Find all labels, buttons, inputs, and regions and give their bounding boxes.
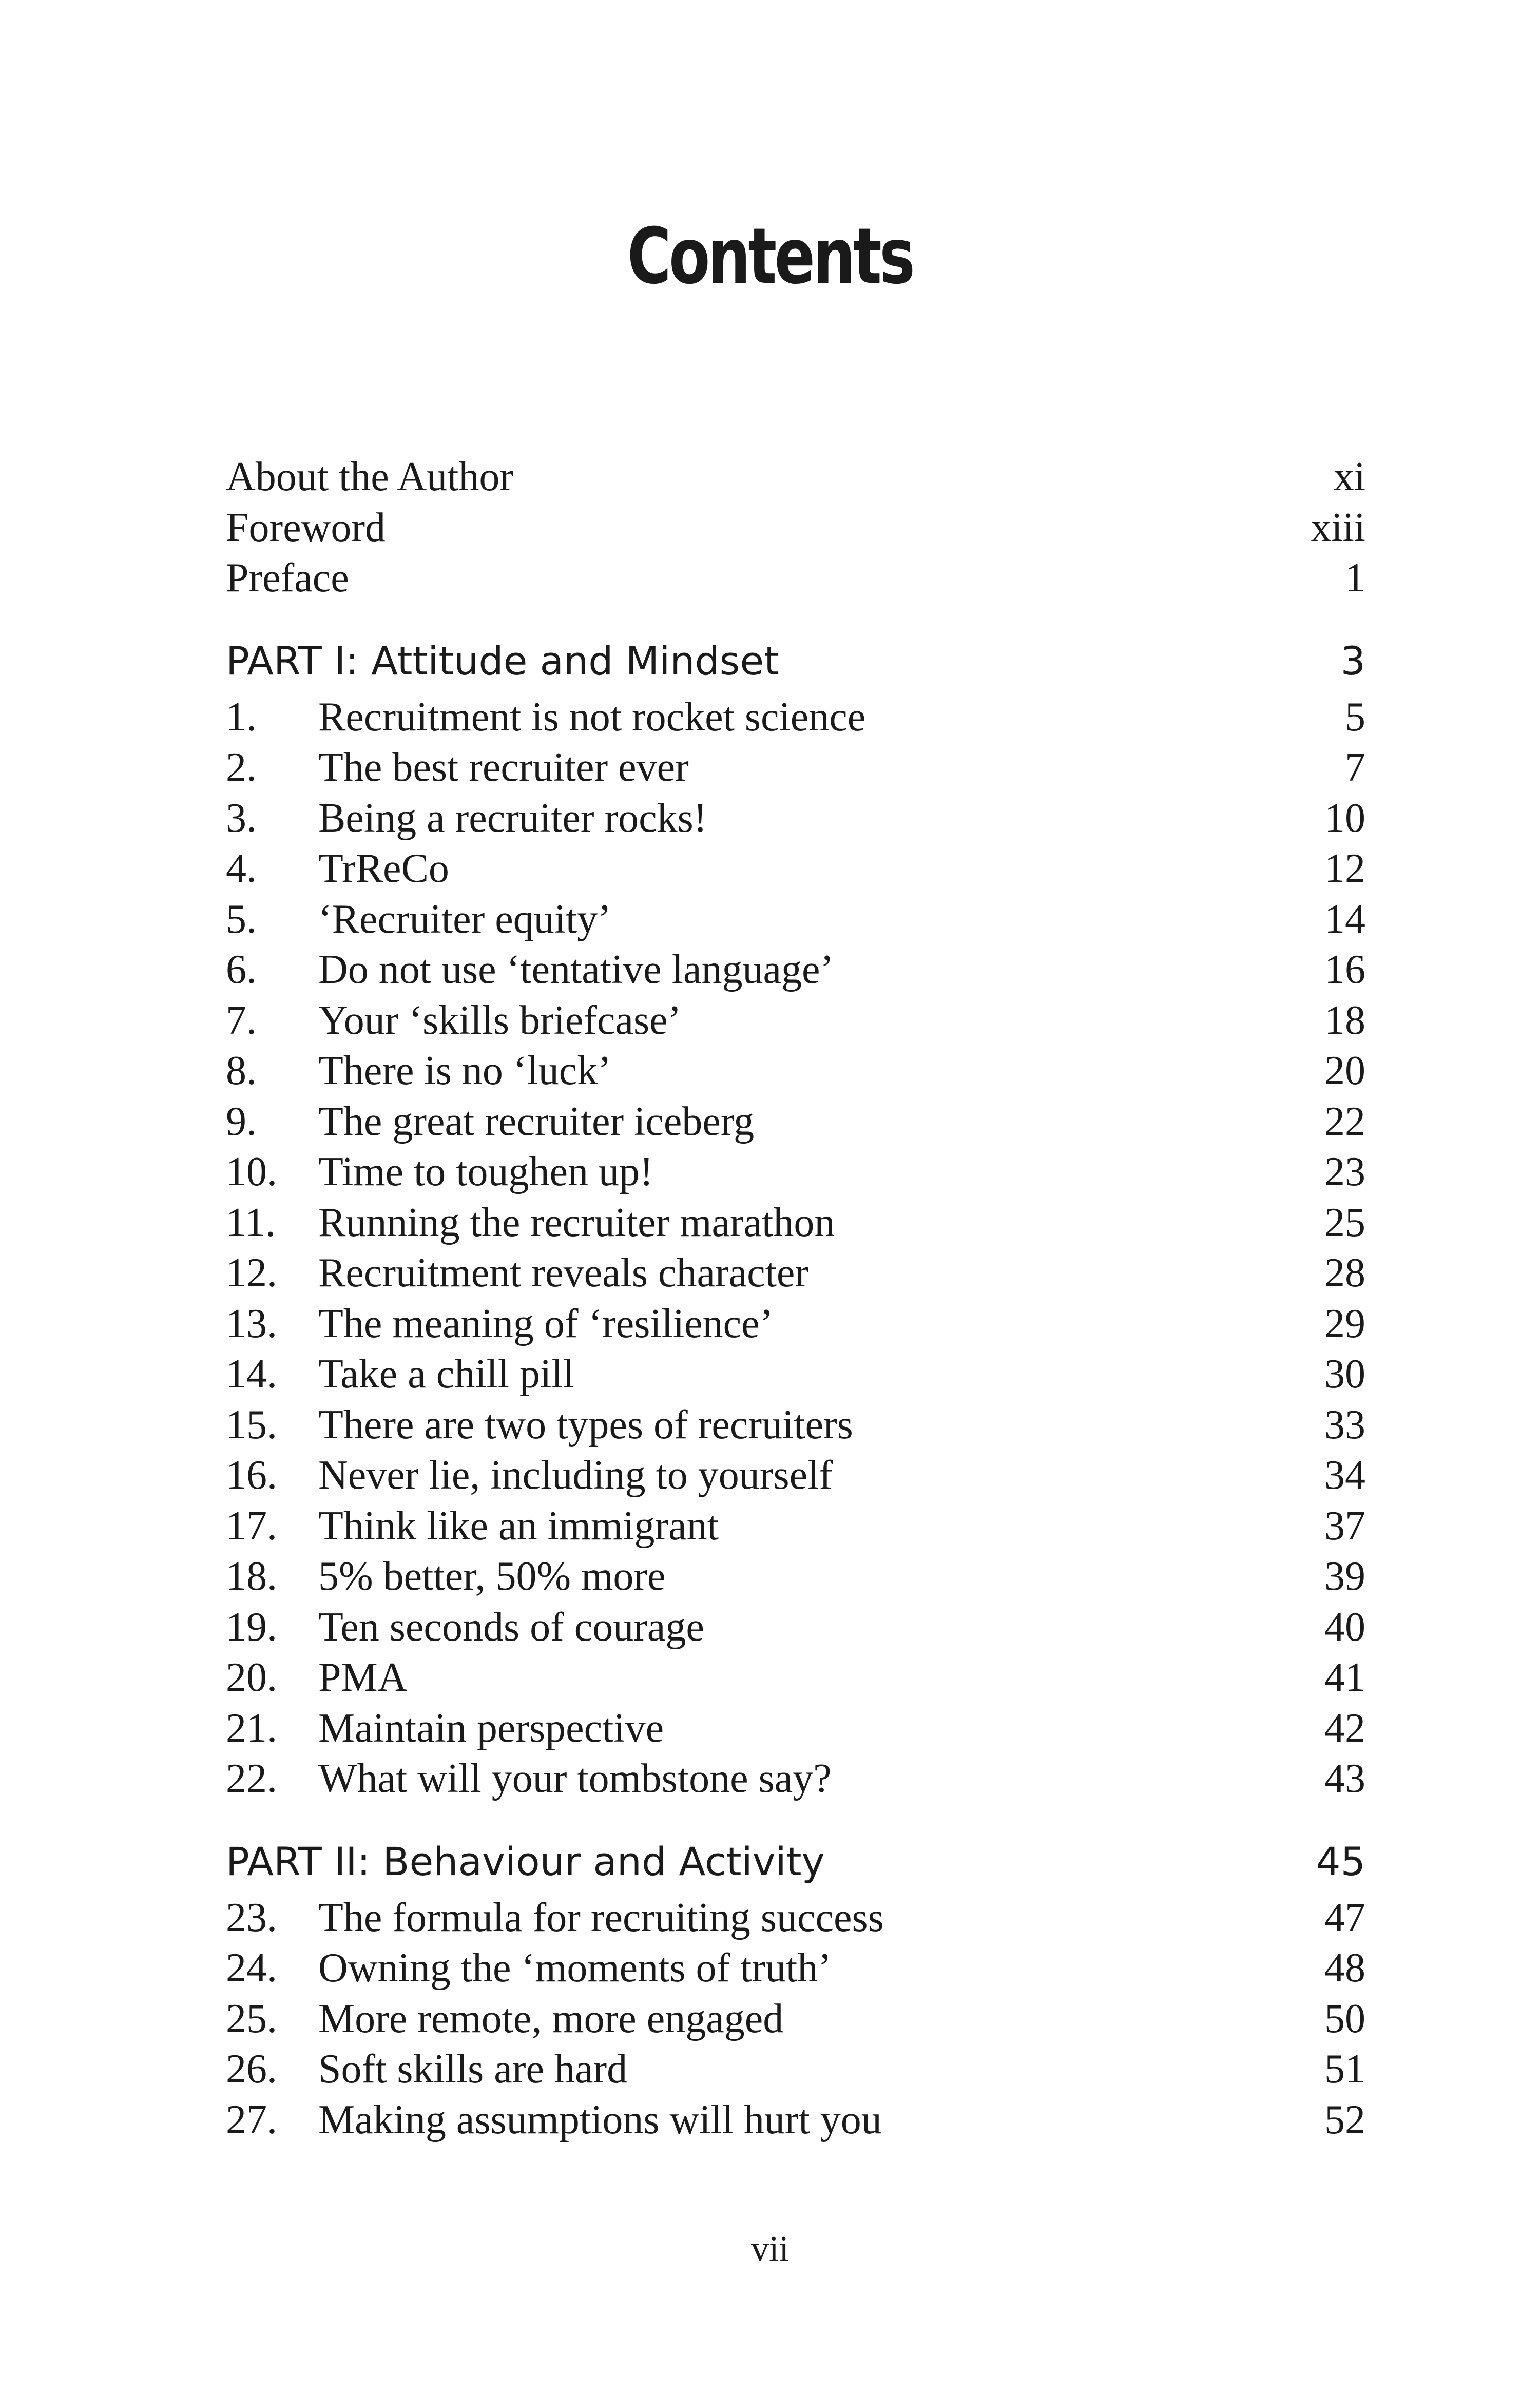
part-title: PART II: Behaviour and Activity xyxy=(226,1838,825,1884)
chapter-page-number: 28 xyxy=(1324,1250,1365,1296)
chapter-page-number: 50 xyxy=(1324,1996,1365,2041)
entry-page-number: xi xyxy=(1333,454,1365,499)
entry-page-number: xiii xyxy=(1311,505,1365,550)
chapter-number: 11. xyxy=(226,1200,276,1245)
chapter-title: Do not use ‘tentative language’ xyxy=(318,947,834,992)
chapter-page-number: 14 xyxy=(1324,896,1365,942)
entry-title: Foreword xyxy=(226,505,386,550)
chapter-number: 5. xyxy=(226,896,257,942)
toc-entry-chapter xyxy=(226,1753,1365,1804)
toc-entry-chapter xyxy=(226,1198,1365,1248)
chapter-title: The great recruiter iceberg xyxy=(318,1098,755,1144)
chapter-page-number: 5 xyxy=(1345,694,1365,740)
chapter-number: 22. xyxy=(226,1756,277,1801)
chapter-page-number: 25 xyxy=(1324,1200,1365,1245)
chapter-page-number: 48 xyxy=(1324,1945,1365,1991)
chapter-title: Being a recruiter rocks! xyxy=(318,795,707,841)
chapter-number: 15. xyxy=(226,1402,277,1448)
toc-entry-chapter xyxy=(226,1994,1365,2044)
chapter-number: 18. xyxy=(226,1554,277,1599)
chapter-page-number: 34 xyxy=(1324,1453,1365,1498)
toc-entry-chapter xyxy=(226,1703,1365,1754)
chapter-number: 26. xyxy=(226,2047,277,2092)
entry-title: Preface xyxy=(226,555,349,601)
entry-title: About the Author xyxy=(226,454,513,499)
chapter-title: The best recruiter ever xyxy=(318,745,689,790)
chapter-page-number: 51 xyxy=(1324,2047,1365,2092)
chapter-title: Ten seconds of courage xyxy=(318,1604,704,1650)
chapter-title: PMA xyxy=(318,1655,408,1700)
chapter-number: 19. xyxy=(226,1604,277,1650)
chapter-page-number: 22 xyxy=(1324,1098,1365,1144)
chapter-title: The meaning of ‘resilience’ xyxy=(318,1301,774,1346)
chapter-page-number: 42 xyxy=(1324,1705,1365,1751)
chapter-page-number: 20 xyxy=(1324,1048,1365,1093)
toc-entry-chapter xyxy=(226,1248,1365,1299)
chapter-number: 24. xyxy=(226,1945,277,1991)
chapter-number: 25. xyxy=(226,1996,277,2041)
page-title: Contents xyxy=(627,212,913,301)
table-of-contents xyxy=(226,452,1365,2145)
toc-entry-chapter xyxy=(226,1046,1365,1096)
toc-entry-front-matter xyxy=(226,503,1365,553)
toc-entry-chapter xyxy=(226,1096,1365,1147)
entry-page-number: 1 xyxy=(1345,555,1365,601)
chapter-number: 16. xyxy=(226,1453,277,1498)
toc-entry-chapter xyxy=(226,742,1365,793)
toc-entry-chapter xyxy=(226,944,1365,995)
chapter-page-number: 47 xyxy=(1324,1895,1365,1940)
chapter-title: TrReCo xyxy=(318,846,449,891)
toc-entry-chapter xyxy=(226,1551,1365,1602)
chapter-title: Owning the ‘moments of truth’ xyxy=(318,1945,832,1991)
chapter-number: 2. xyxy=(226,745,257,790)
chapter-title: Never lie, including to yourself xyxy=(318,1453,833,1498)
chapter-title: Soft skills are hard xyxy=(318,2047,628,2092)
toc-entry-front-matter xyxy=(226,452,1365,503)
chapter-title: The formula for recruiting success xyxy=(318,1895,884,1940)
chapter-title: More remote, more engaged xyxy=(318,1996,784,2041)
chapter-page-number: 43 xyxy=(1324,1756,1365,1801)
chapter-number: 17. xyxy=(226,1503,277,1549)
chapter-page-number: 18 xyxy=(1324,997,1365,1043)
parts-list xyxy=(226,630,1365,2146)
chapter-title: Making assumptions will hurt you xyxy=(318,2097,882,2143)
toc-entry-chapter xyxy=(226,1501,1365,1552)
chapter-title: What will your tombstone say? xyxy=(318,1756,832,1801)
toc-entry-chapter xyxy=(226,2044,1365,2095)
chapter-title: Recruitment is not rocket science xyxy=(318,694,866,740)
chapter-page-number: 40 xyxy=(1324,1604,1365,1650)
chapter-number: 23. xyxy=(226,1895,277,1940)
toc-entry-chapter xyxy=(226,1299,1365,1349)
chapter-page-number: 37 xyxy=(1324,1503,1365,1549)
chapter-number: 8. xyxy=(226,1048,257,1093)
chapter-title: ‘Recruiter equity’ xyxy=(318,896,611,942)
toc-entry-chapter xyxy=(226,843,1365,894)
chapter-page-number: 52 xyxy=(1324,2097,1365,2143)
chapter-title: Think like an immigrant xyxy=(318,1503,719,1549)
chapter-page-number: 16 xyxy=(1324,947,1365,992)
chapter-title: Maintain perspective xyxy=(318,1705,664,1751)
toc-entry-chapter xyxy=(226,692,1365,743)
chapter-number: 13. xyxy=(226,1301,277,1346)
toc-entry-chapter xyxy=(226,1400,1365,1451)
chapter-page-number: 10 xyxy=(1324,795,1365,841)
chapter-number: 12. xyxy=(226,1250,277,1296)
part-heading xyxy=(226,630,1365,692)
chapter-title: Running the recruiter marathon xyxy=(318,1200,835,1245)
chapter-title: There are two types of recruiters xyxy=(318,1402,853,1448)
toc-entry-chapter xyxy=(226,793,1365,844)
toc-entry-chapter xyxy=(226,1652,1365,1703)
chapter-title: Take a chill pill xyxy=(318,1352,574,1397)
chapter-number: 6. xyxy=(226,947,257,992)
toc-entry-chapter xyxy=(226,1602,1365,1653)
toc-entry-front-matter xyxy=(226,553,1365,604)
toc-entry-chapter xyxy=(226,1450,1365,1501)
toc-entry-chapter xyxy=(226,1147,1365,1198)
front-matter-list xyxy=(226,452,1365,604)
chapter-number: 27. xyxy=(226,2097,277,2143)
part-page-number: 3 xyxy=(1340,638,1365,684)
toc-entry-chapter xyxy=(226,1943,1365,1994)
toc-entry-chapter xyxy=(226,1893,1365,1943)
chapter-title: Time to toughen up! xyxy=(318,1149,653,1194)
chapter-title: Your ‘skills briefcase’ xyxy=(318,997,682,1043)
toc-entry-chapter xyxy=(226,894,1365,945)
chapter-number: 3. xyxy=(226,795,257,841)
toc-entry-chapter xyxy=(226,2095,1365,2146)
chapter-page-number: 29 xyxy=(1324,1301,1365,1346)
chapter-number: 9. xyxy=(226,1098,257,1144)
chapter-page-number: 7 xyxy=(1345,745,1365,790)
chapter-number: 7. xyxy=(226,997,257,1043)
chapter-number: 14. xyxy=(226,1352,277,1397)
part-page-number: 45 xyxy=(1316,1838,1365,1884)
chapter-page-number: 30 xyxy=(1324,1352,1365,1397)
chapter-page-number: 23 xyxy=(1324,1149,1365,1194)
chapter-number: 10. xyxy=(226,1149,277,1194)
chapter-page-number: 33 xyxy=(1324,1402,1365,1448)
chapter-page-number: 39 xyxy=(1324,1554,1365,1599)
page-number: vii xyxy=(751,2229,789,2269)
chapter-title: Recruitment reveals character xyxy=(318,1250,808,1296)
chapter-page-number: 12 xyxy=(1324,846,1365,891)
toc-entry-chapter xyxy=(226,1349,1365,1400)
part-title: PART I: Attitude and Mindset xyxy=(226,638,779,684)
chapter-number: 1. xyxy=(226,694,257,740)
chapter-number: 20. xyxy=(226,1655,277,1700)
chapter-page-number: 41 xyxy=(1324,1655,1365,1700)
chapter-number: 4. xyxy=(226,846,257,891)
chapter-title: 5% better, 50% more xyxy=(318,1554,666,1599)
chapter-title: There is no ‘luck’ xyxy=(318,1048,611,1093)
chapter-number: 21. xyxy=(226,1705,277,1751)
part-heading xyxy=(226,1831,1365,1893)
toc-entry-chapter xyxy=(226,995,1365,1046)
